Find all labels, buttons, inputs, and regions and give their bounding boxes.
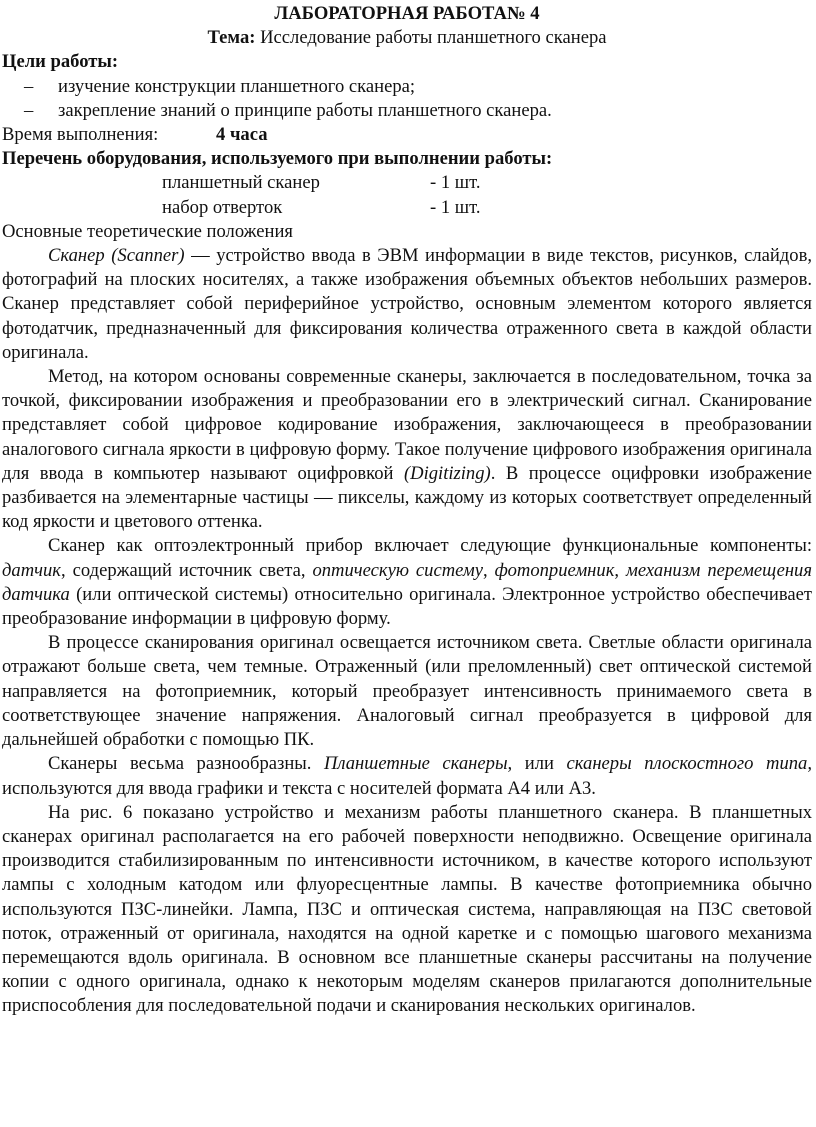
theory-heading: Основные теоретические положения xyxy=(2,220,293,242)
equipment-name: набор отверток xyxy=(162,196,283,218)
equipment-name: планшетный сканер xyxy=(162,172,320,194)
term-flatbed: Планшетные сканеры, xyxy=(324,753,513,775)
paragraph-scanner-types xyxy=(2,752,812,800)
topic-line xyxy=(2,26,812,50)
topic-text: Исследование работы планшетного сканера xyxy=(255,27,607,49)
goals-heading: Цели работы: xyxy=(2,51,119,73)
paragraph-scanner-definition xyxy=(2,244,812,365)
paragraph-text: используются для ввода графики и текста с носителей формата А4 или А3. xyxy=(2,777,596,799)
paragraph-text: — устройство ввода в ЭВМ информации в виде текстов, рисунков, слайдов, фотографий на плоских носителях, а также изображения объемных объектов небольших размеров. Сканер представляет собой периферийное устройство, основным элементом которого является фотодатчик, предназначенный для фиксирования количества отраженного света в каждой области оригинала. xyxy=(2,245,812,363)
equipment-item xyxy=(2,196,812,220)
paragraph-text: Метод, на котором основаны современные сканеры, заключается в последовательном, точка за точкой, фиксировании изображения и преобразовании его в электрический сигнал. Сканирование представляет собой цифровое кодирование изображения, заключающееся в преобразовании аналогового сигнала яркости в цифровую форму. Такое получение цифрового изображения оригинала для ввода в компьютер называют оцифровкой xyxy=(2,366,812,484)
paragraph-text: . В процессе оцифровки изображение разбивается на элементарные частицы — пикселы, каждому из которых соответствует определенный код яркости и цветового оттенка. xyxy=(2,462,812,533)
goal-text: изучение конструкции планшетного сканера; xyxy=(58,75,416,97)
term-digitizing: (Digitizing) xyxy=(403,462,491,484)
equipment-heading: Перечень оборудования, используемого при выполнении работы: xyxy=(2,148,553,170)
paragraph-text: , xyxy=(483,559,495,581)
term-scanner: Сканер (Scanner) xyxy=(48,245,185,267)
bullet-dash: – xyxy=(24,99,34,121)
term-flat-type: сканеры плоскостного типа, xyxy=(566,753,813,775)
goal-item xyxy=(2,99,812,123)
paragraph-text: Сканер как оптоэлектронный прибор включает следующие функциональные компоненты: xyxy=(48,535,812,557)
equipment-qty: - 1 шт. xyxy=(430,172,481,194)
paragraph-scanning-process: В процессе сканирования оригинал освещается источником света. Светлые области оригинала отражают больше света, чем темные. Отраженный (или преломленный) свет оптической системой направляется на фотоприемник, который преобразует интенсивность принимаемого света в соответствующее значение напряжения. Аналоговый сигнал преобразуется в цифровой для дальнейшей обработки с помощью ПК. xyxy=(2,632,812,751)
paragraph-method xyxy=(2,365,812,534)
paragraph-text: Сканеры весьма разнообразны. xyxy=(48,753,324,775)
bullet-dash: – xyxy=(24,75,34,97)
term-photoreceiver: фотоприемник xyxy=(494,559,615,581)
goal-item xyxy=(2,75,812,99)
paragraph-text: (или оптической системы) относительно оригинала. Электронное устройство обеспечивает преобразование информации в цифровую форму. xyxy=(2,583,812,630)
term-sensor: датчик xyxy=(2,559,61,581)
term-movement-mechanism: механизм перемещения датчика xyxy=(2,559,813,605)
paragraph-text: или xyxy=(512,753,567,775)
time-label: Время выполнения: xyxy=(2,124,159,146)
time-value: 4 часа xyxy=(216,124,268,146)
equipment-qty: - 1 шт. xyxy=(430,196,481,218)
paragraph-text: , содержащий источник света, xyxy=(61,559,313,581)
topic-label: Тема: xyxy=(207,27,256,49)
paragraph-flatbed-device: На рис. 6 показано устройство и механизм работы планшетного сканера. В планшетных сканерах оригинал располагается на его рабочей поверхности неподвижно. Освещение оригинала производится стабилизированным по интенсивности источником, в качестве которого используют лампы с холодным катодом или флуоресцентные лампы. В качестве фотоприемника обычно используются ПЗС-линейки. Лампа, ПЗС и оптическая система, направляющая на ПЗС световой поток, отраженный от оригинала, находятся на одной каретке и с помощью шагового механизма перемещаются вдоль оригинала. В основном все планшетные сканеры рассчитаны на получение копии с одного оригинала, однако к некоторым моделям сканеров прилагаются дополнительные приспособления для последовательной подачи и сканирования нескольких оригиналов. xyxy=(2,801,812,1017)
paragraph-components xyxy=(2,534,812,631)
term-optical-system: оптическую систему xyxy=(312,559,484,581)
lab-title: ЛАБОРАТОРНАЯ РАБОТА№ 4 xyxy=(274,3,540,24)
goal-text: закрепление знаний о принципе работы планшетного сканера. xyxy=(58,99,552,121)
equipment-item xyxy=(2,171,812,195)
time-row xyxy=(2,123,812,147)
paragraph-text: , xyxy=(614,559,627,581)
